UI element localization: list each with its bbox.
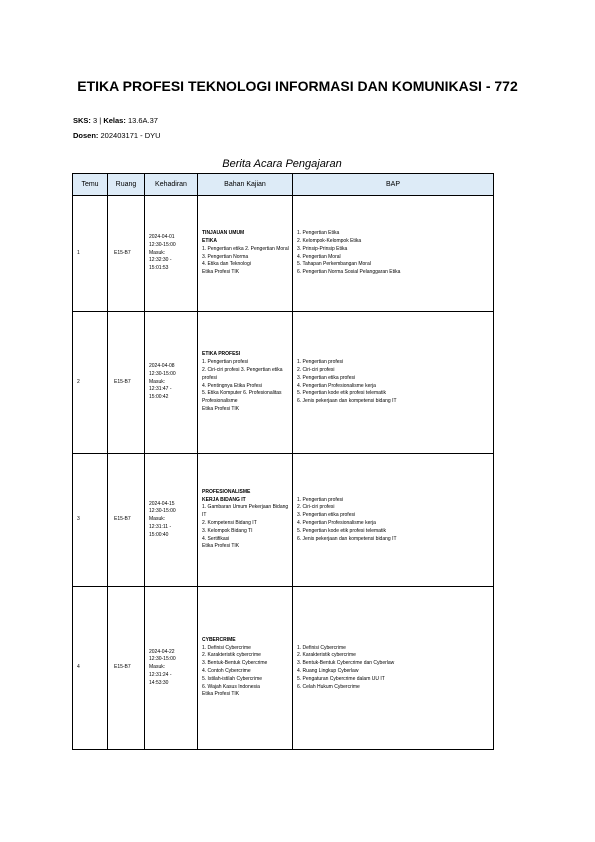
column-header-bap: BAP (293, 174, 494, 196)
table-row (73, 196, 494, 312)
column-header-kehadiran: Kehadiran (145, 174, 198, 196)
meta-separator: | (99, 116, 102, 125)
cell-temu: 4 (73, 587, 108, 750)
bahan-kajian-heading: PROFESIONALISME KERJA BIDANG IT (202, 488, 251, 503)
sks-label: SKS: (73, 116, 91, 125)
cell-bahan-kajian (198, 312, 293, 454)
bahan-kajian-body: 1. Pengertian etika 2. Pengertian Moral 3. Pengertian Norma 4. Etika dan Teknologi Etika Profesi TIK (202, 245, 289, 276)
cell-kehadiran: 2024-04-01 12:30-15:00 Masuk: 12:32:30 - 15:01:53 (145, 196, 198, 312)
column-header-ruang: Ruang (108, 174, 145, 196)
bahan-kajian-heading: ETIKA PROFESI (202, 351, 241, 358)
course-title: ETIKA PROFESI TEKNOLOGI INFORMASI DAN KOMUNIKASI - 772 (77, 78, 518, 94)
cell-ruang: E15-B7 (108, 454, 145, 587)
table-header-row (73, 174, 494, 196)
cell-bahan-kajian (198, 196, 293, 312)
cell-temu: 2 (73, 312, 108, 454)
cell-temu: 1 (73, 196, 108, 312)
sks-value: 3 (93, 116, 98, 125)
cell-bap: 1. Pengertian profesi 2. Ciri-ciri profesi 3. Pengertian etika profesi 4. Pengertian Profesionalisme kerja 5. Pengertian kode etik profesi telematik 6. Jenis pekerjaan dan kompetensi bidang IT (293, 454, 494, 587)
cell-bap: 1. Pengertian Etika 2. Kelompok-Kelompok Etika 3. Prinsip-Prinsip Etika 4. Pengertian Moral 5. Tahapan Perkembangan Moral 6. Pengertian Norma Sosial Pelanggaran Etika (293, 196, 494, 312)
cell-ruang: E15-B7 (108, 587, 145, 750)
bahan-kajian-heading: CYBERCRIME (202, 636, 236, 643)
cell-kehadiran: 2024-04-22 12:30-15:00 Masuk: 12:31:24 - 14:53:30 (145, 587, 198, 750)
cell-ruang: E15-B7 (108, 196, 145, 312)
table-row (73, 454, 494, 587)
cell-kehadiran: 2024-04-08 12:30-15:00 Masuk: 12:31:47 - 15:00:42 (145, 312, 198, 454)
table-caption: Berita Acara Pengajaran (222, 158, 342, 170)
table-row (73, 312, 494, 454)
table-row (73, 587, 494, 750)
cell-bap: 1. Pengertian profesi 2. Ciri-ciri profesi 3. Pengertian etika profesi 4. Pengertian Profesionalisme kerja 5. Pengertian kode etik profesi telematik 6. Jenis pekerjaan dan kompetensi bidang IT (293, 312, 494, 454)
cell-ruang: E15-B7 (108, 312, 145, 454)
dosen-value: 202403171 - DYU (100, 131, 161, 140)
bap-table (72, 173, 494, 750)
column-header-temu: Temu (73, 174, 108, 196)
kelas-value: 13.6A.37 (127, 116, 158, 125)
dosen-label: Dosen: (73, 131, 99, 140)
bahan-kajian-heading: TINJAUAN UMUM ETIKA (202, 230, 245, 244)
cell-bap: 1. Definisi Cybercrime 2. Karakteristik cybercrime 3. Bentuk-Bentuk Cybercrime dan Cyberlaw 4. Ruang Lingkup Cyberlaw 5. Pengaturan Cybercrime dalam UU IT 6. Celah Hukum Cybercrime (293, 587, 494, 750)
cell-kehadiran: 2024-04-15 12:30-15:00 Masuk: 12:31:11 - 15:00:40 (145, 454, 198, 587)
kelas-label: Kelas: (103, 116, 126, 125)
course-meta-sks (73, 116, 158, 126)
table-body (73, 196, 494, 750)
cell-temu: 3 (73, 454, 108, 587)
cell-bahan-kajian (198, 587, 293, 750)
bahan-kajian-body: 1. Gambaran Umum Pekerjaan Bidang IT 2. Kompetensi Bidang IT 3. Kelompok Bidang TI 4. Sertifikasi Etika Profesi TIK (202, 504, 289, 550)
course-meta-dosen (73, 131, 161, 141)
cell-bahan-kajian (198, 454, 293, 587)
bahan-kajian-body: 1. Pengertian profesi 2. Ciri-ciri profesi 3. Pengertian etika profesi 4. Pentingnya Etika Profesi 5. Etika Komputer 6. Profesionalitas Profesionalisme Etika Profesi TIK (202, 359, 283, 412)
bahan-kajian-body: 1. Definisi Cybercrime 2. Karakteristik cybercrime 3. Bentuk-Bentuk Cybercrime 4. Contoh Cybercrime 5. Istilah-istilah Cybercrime 6. Wajah Kasus Indonesia Etika Profesi TIK (202, 644, 268, 698)
column-header-bahan-kajian: Bahan Kajian (198, 174, 293, 196)
